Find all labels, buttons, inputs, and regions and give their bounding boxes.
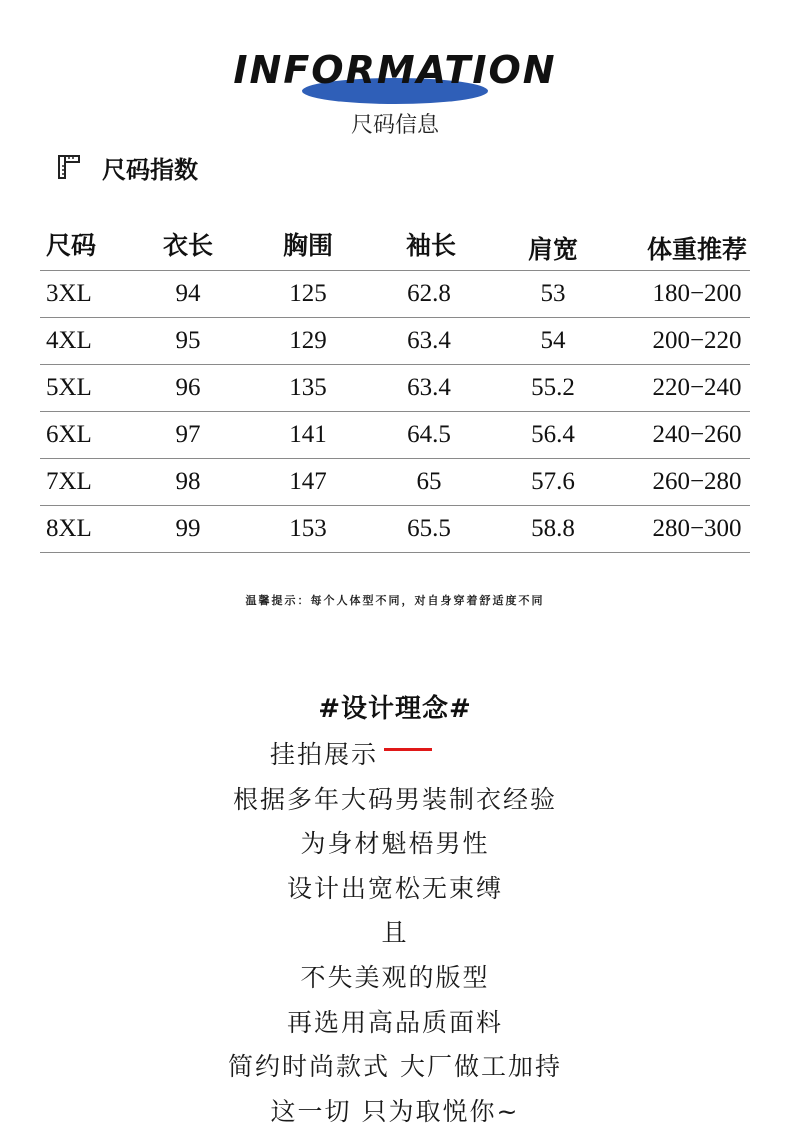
red-dash (384, 748, 432, 751)
header-length: 衣长 (162, 231, 214, 260)
concept-line: 简约时尚款式 大厂做工加持 (228, 1052, 562, 1082)
cell-sleeve: 65.5 (407, 515, 451, 542)
cell-size: 6XL (46, 421, 92, 448)
cell-length: 95 (175, 327, 201, 354)
table-row (40, 365, 750, 412)
header-size: 尺码 (46, 231, 97, 260)
cell-weight: 240−260 (652, 421, 742, 448)
concept-line: 不失美观的版型 (300, 962, 490, 992)
header-shoulder: 肩宽 (527, 235, 579, 264)
cell-sleeve: 65 (416, 468, 442, 495)
cell-shoulder: 56.4 (531, 421, 575, 448)
table-row (40, 459, 750, 506)
cell-size: 3XL (46, 280, 92, 307)
header-weight: 体重推荐 (646, 235, 748, 264)
cell-chest: 147 (289, 468, 327, 495)
table-header-row (40, 218, 750, 271)
cell-chest: 135 (289, 374, 327, 401)
cell-shoulder: 57.6 (531, 468, 575, 495)
cell-shoulder: 58.8 (531, 515, 575, 542)
table-row (40, 506, 750, 553)
cell-length: 94 (175, 280, 201, 307)
cell-sleeve: 63.4 (407, 374, 451, 401)
cell-weight: 180−200 (652, 280, 742, 307)
concept-text (0, 733, 790, 1134)
table-row (40, 271, 750, 318)
cell-size: 8XL (46, 515, 92, 542)
table-row (40, 318, 750, 365)
cell-length: 98 (175, 468, 201, 495)
cell-chest: 129 (289, 327, 327, 354)
cell-sleeve: 62.8 (407, 280, 451, 307)
header-sleeve: 袖长 (405, 231, 457, 260)
cell-size: 4XL (46, 327, 92, 354)
cell-shoulder: 54 (540, 327, 566, 354)
cell-length: 97 (175, 421, 201, 448)
cell-chest: 153 (289, 515, 327, 542)
cell-weight: 220−240 (652, 374, 742, 401)
cell-length: 99 (175, 515, 201, 542)
concept-title: #设计理念# (318, 694, 472, 724)
cell-length: 96 (175, 374, 201, 401)
cell-shoulder: 55.2 (531, 374, 575, 401)
page-subtitle: 尺码信息 (350, 113, 439, 138)
cell-sleeve: 64.5 (407, 421, 451, 448)
size-tip: 温馨提示：每个人体型不同，对自身穿着舒适度不同 (245, 594, 545, 607)
concept-line: 这一切 只为取悦你~ (270, 1096, 520, 1126)
concept-line: 再选用高品质面料 (286, 1007, 503, 1037)
cell-size: 7XL (46, 468, 92, 495)
cell-sleeve: 63.4 (407, 327, 451, 354)
cell-weight: 280−300 (652, 515, 742, 542)
cell-weight: 200−220 (652, 327, 742, 354)
cell-chest: 141 (289, 421, 327, 448)
section-title: 尺码指数 (102, 155, 198, 184)
size-table (40, 218, 750, 553)
cell-shoulder: 53 (540, 280, 566, 307)
concept-line: 且 (381, 918, 409, 948)
table-row (40, 412, 750, 459)
concept-line: 设计出宽松无束缚 (286, 873, 503, 903)
cell-chest: 125 (289, 280, 327, 307)
cell-weight: 260−280 (652, 468, 742, 495)
header-chest: 胸围 (282, 231, 334, 260)
section-header (56, 150, 198, 184)
concept-line: 根据多年大码男装制衣经验 (232, 784, 557, 814)
logo-text: INFORMATION (233, 48, 557, 92)
concept-line (0, 733, 790, 778)
concept-line-text: 挂拍展示 (270, 740, 379, 769)
brand-logo (0, 40, 790, 110)
cell-size: 5XL (46, 374, 92, 401)
ruler-icon (56, 154, 82, 180)
concept-line: 为身材魁梧男性 (300, 829, 490, 859)
